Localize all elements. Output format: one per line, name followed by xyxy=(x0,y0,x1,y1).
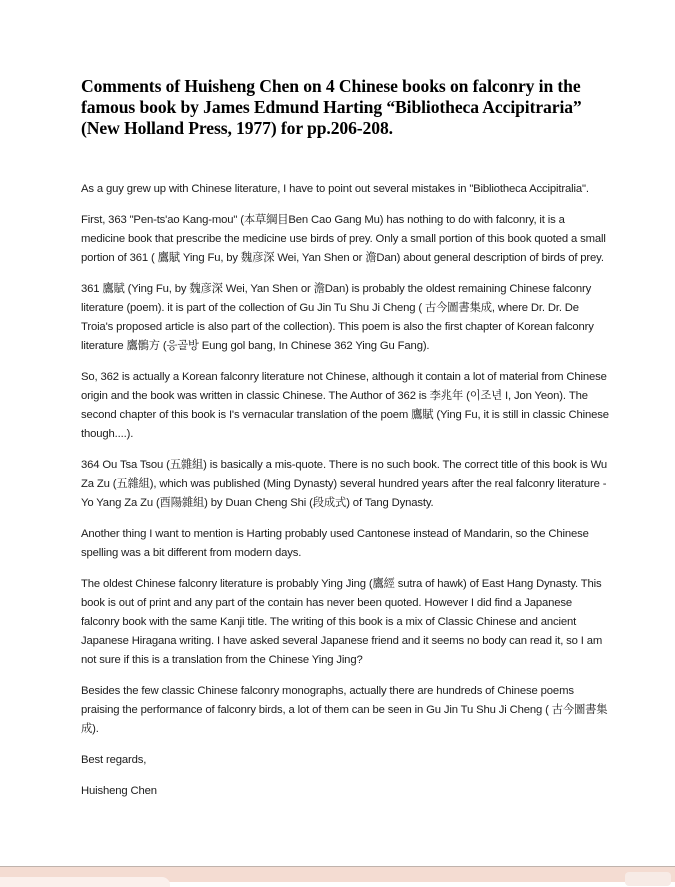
paragraph-wu-za-zu: 364 Ou Tsa Tsou (五雜組) is basically a mis-quote. There is no such book. The correct title of this book is Wu Za Zu (五雜組), which was published (Ming Dynasty) several hundred years after the real falconry literature - Yo Yang Za Zu (酉陽雜組) by Duan Cheng Shi (段成式) of Tang Dynasty. xyxy=(81,459,608,509)
paragraph-cantonese: Another thing I want to mention is Harting probably used Cantonese instead of Mandarin, so the Chinese spelling was a bit different from modern days. xyxy=(81,528,589,559)
document-body xyxy=(81,180,611,813)
document-title: Comments of Huisheng Chen on 4 Chinese books on falconry in the famous book by James Edmund Harting “Bibliotheca Accipitraria” (New Holland Press, 1977) for pp.206-208. xyxy=(81,76,582,138)
paragraph-ying-jing: The oldest Chinese falconry literature is probably Ying Jing (鷹經 sutra of hawk) of East Hang Dynasty. This book is out of print and any part of the contain has never been quoted. However I did find a Japanese falconry book with the same Kanji title. The writing of this book is a mix of Classic Chinese and ancient Japanese Hiragana writing. I have asked several Japanese friend and it seems no body can read it, so I am not sure if this is a translation from the Chinese Ying Jing? xyxy=(81,578,603,666)
paragraph-korean-literature: So, 362 is actually a Korean falconry literature not Chinese, although it contain a lot of material from Chinese origin and the book was written in classic Chinese. The Author of 362 is 李兆年 (이조년 I, Jon Yeon). The second chapter of this book is I's vernacular translation of the poem 鷹賦 (Ying Fu, it is still in classic Chinese though....). xyxy=(81,371,609,440)
bottom-tab[interactable] xyxy=(0,877,170,887)
paragraph-poems: Besides the few classic Chinese falconry monographs, actually there are hundreds of Chinese poems praising the performance of falconry birds, a lot of them can be seen in Gu Jin Tu Shu Ji Cheng ( 古今圖書集成). xyxy=(81,685,608,735)
paragraph-ben-cao-gang-mu: First, 363 "Pen-ts'ao Kang-mou" (本草綱目Ben Cao Gang Mu) has nothing to do with falconry, it is a medicine book that prescribe the medicine use birds of prey. Only a small portion of this book quoted a small portion of 361 ( 鷹賦 Ying Fu, by 魏彦深 Wei, Yan Shen or 澹Dan) about general description of birds of prey. xyxy=(81,214,606,264)
paragraph-ying-fu: 361 鷹賦 (Ying Fu, by 魏彦深 Wei, Yan Shen or 澹Dan) is probably the oldest remaining Chinese falconry literature (poem). it is part of the collection of Gu Jin Tu Shu Ji Cheng ( 古今圖書集成, where Dr. Dr. De Troia's proposed article is also part of the collection). This poem is also the first chapter of Korean falconry literature 鷹鶻方 (응골방 Eung gol bang, In Chinese 362 Ying Gu Fang). xyxy=(81,283,594,352)
bottom-button[interactable] xyxy=(625,872,671,886)
signature: Huisheng Chen xyxy=(81,785,157,797)
paragraph-intro: As a guy grew up with Chinese literature, I have to point out several mistakes in "Bibliotheca Accipitralia". xyxy=(81,183,589,195)
closing-salutation: Best regards, xyxy=(81,754,147,766)
